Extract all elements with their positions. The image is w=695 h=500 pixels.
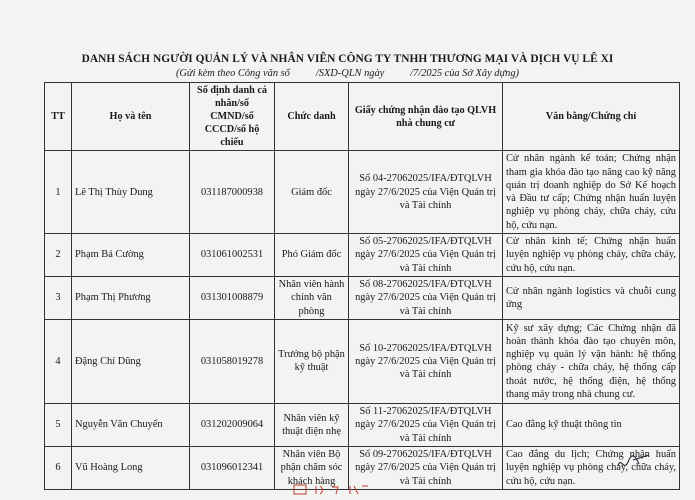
cell-degree: Cao đẳng du lịch; Chứng nhận huấn luyện nghiệp vụ phòng cháy, chữa cháy, cứu hộ, cứu nạn. [503, 446, 680, 489]
cell-cert: Số 08-27062025/IFA/ĐTQLVH ngày 27/6/2025 của Viện Quản trị và Tài chính [349, 277, 503, 320]
cell-cert: Số 11-27062025/IFA/ĐTQLVH ngày 27/6/2025 của Viện Quản trị và Tài chính [349, 403, 503, 446]
subtitle-part-2: /SXD-QLN ngày [315, 68, 385, 79]
header-degree: Văn bằng/Chứng chỉ [503, 83, 680, 151]
cell-name: Phạm Thị Phương [72, 277, 190, 320]
cell-cert: Số 10-27062025/IFA/ĐTQLVH ngày 27/6/2025 của Viện Quản trị và Tài chính [349, 319, 503, 403]
subtitle-part-1: (Gửi kèm theo Công văn số [175, 68, 290, 79]
cell-degree: Cử nhân ngành logistics và chuỗi cung ứng [503, 277, 680, 320]
cell-role: Nhân viên hành chính văn phòng [275, 277, 349, 320]
cell-role: Nhân viên Bộ phận chăm sóc khách hàng [275, 446, 349, 489]
cell-role: Giám đốc [275, 151, 349, 234]
cell-id: 031096012341 [190, 446, 275, 489]
staff-table [44, 82, 680, 490]
cell-cert: Số 09-27062025/IFA/ĐTQLVH ngày 27/6/2025 của Viện Quản trị và Tài chính [349, 446, 503, 489]
cell-name: Vũ Hoàng Long [72, 446, 190, 489]
cell-tt: 3 [45, 277, 72, 320]
cell-degree: Cử nhân ngành kế toán; Chứng nhận tham gia khóa đào tạo nâng cao kỹ năng quản trị doanh nghiệp do Sở Kế hoạch và Đầu tư cấp; Chứng nhận huấn luyện nghiệp vụ phòng cháy, chữa cháy, cứu hộ, cứu nạn. [503, 151, 680, 234]
cell-id: 031187000938 [190, 151, 275, 234]
cell-name: Lê Thị Thùy Dung [72, 151, 190, 234]
table-row [45, 403, 680, 446]
cell-tt: 1 [45, 151, 72, 234]
document-subtitle [0, 68, 695, 79]
table-row [45, 234, 680, 277]
cell-role: Nhân viên kỹ thuật điện nhẹ [275, 403, 349, 446]
header-id: Số định danh cá nhân/số CMND/số CCCD/số hộ chiếu [190, 83, 275, 151]
cell-tt: 5 [45, 403, 72, 446]
cell-cert: Số 05-27062025/IFA/ĐTQLVH ngày 27/6/2025 của Viện Quản trị và Tài chính [349, 234, 503, 277]
cell-role: Phó Giám đốc [275, 234, 349, 277]
table-header-row [45, 83, 680, 151]
header-role: Chức danh [275, 83, 349, 151]
table-row [45, 277, 680, 320]
table-row [45, 151, 680, 234]
header-cert: Giấy chứng nhận đào tạo QLVH nhà chung cư [349, 83, 503, 151]
cell-id: 031061002531 [190, 234, 275, 277]
table-row [45, 319, 680, 403]
cell-name: Nguyễn Văn Chuyển [72, 403, 190, 446]
cell-cert: Số 04-27062025/IFA/ĐTQLVH ngày 27/6/2025 của Viện Quản trị và Tài chính [349, 151, 503, 234]
subtitle-part-3: /7/2025 của Sở Xây dựng) [410, 68, 520, 79]
document-title: DANH SÁCH NGƯỜI QUẢN LÝ VÀ NHÂN VIÊN CÔNG TY TNHH THƯƠNG MẠI VÀ DỊCH VỤ LÊ XI [81, 53, 614, 65]
cell-tt: 2 [45, 234, 72, 277]
cell-id: 031202009064 [190, 403, 275, 446]
cell-role: Trưởng bộ phận kỹ thuật [275, 319, 349, 403]
cell-name: Phạm Bá Cường [72, 234, 190, 277]
header-tt: TT [45, 83, 72, 151]
cell-tt: 6 [45, 446, 72, 489]
cell-degree: Cao đẳng kỹ thuật thông tin [503, 403, 680, 446]
signature-mark [615, 446, 655, 476]
cell-degree: Kỹ sư xây dựng; Các Chứng nhận đã hoàn thành khóa đào tạo chuyên môn, nghiệp vụ quản lý vận hành: hệ thống phòng cháy - chữa cháy, hệ thống cấp thoát nước, hệ thống điện, hệ thống thang máy trong nhà chung cư. [503, 319, 680, 403]
header-name: Họ và tên [72, 83, 190, 151]
cell-id: 031301008879 [190, 277, 275, 320]
cell-tt: 4 [45, 319, 72, 403]
stamp-fragment [292, 482, 382, 496]
cell-degree: Cử nhân kinh tế; Chứng nhận huấn luyện nghiệp vụ phòng cháy, chữa cháy, cứu hộ, cứu nạn. [503, 234, 680, 277]
cell-id: 031058019278 [190, 319, 275, 403]
cell-name: Đặng Chí Dũng [72, 319, 190, 403]
